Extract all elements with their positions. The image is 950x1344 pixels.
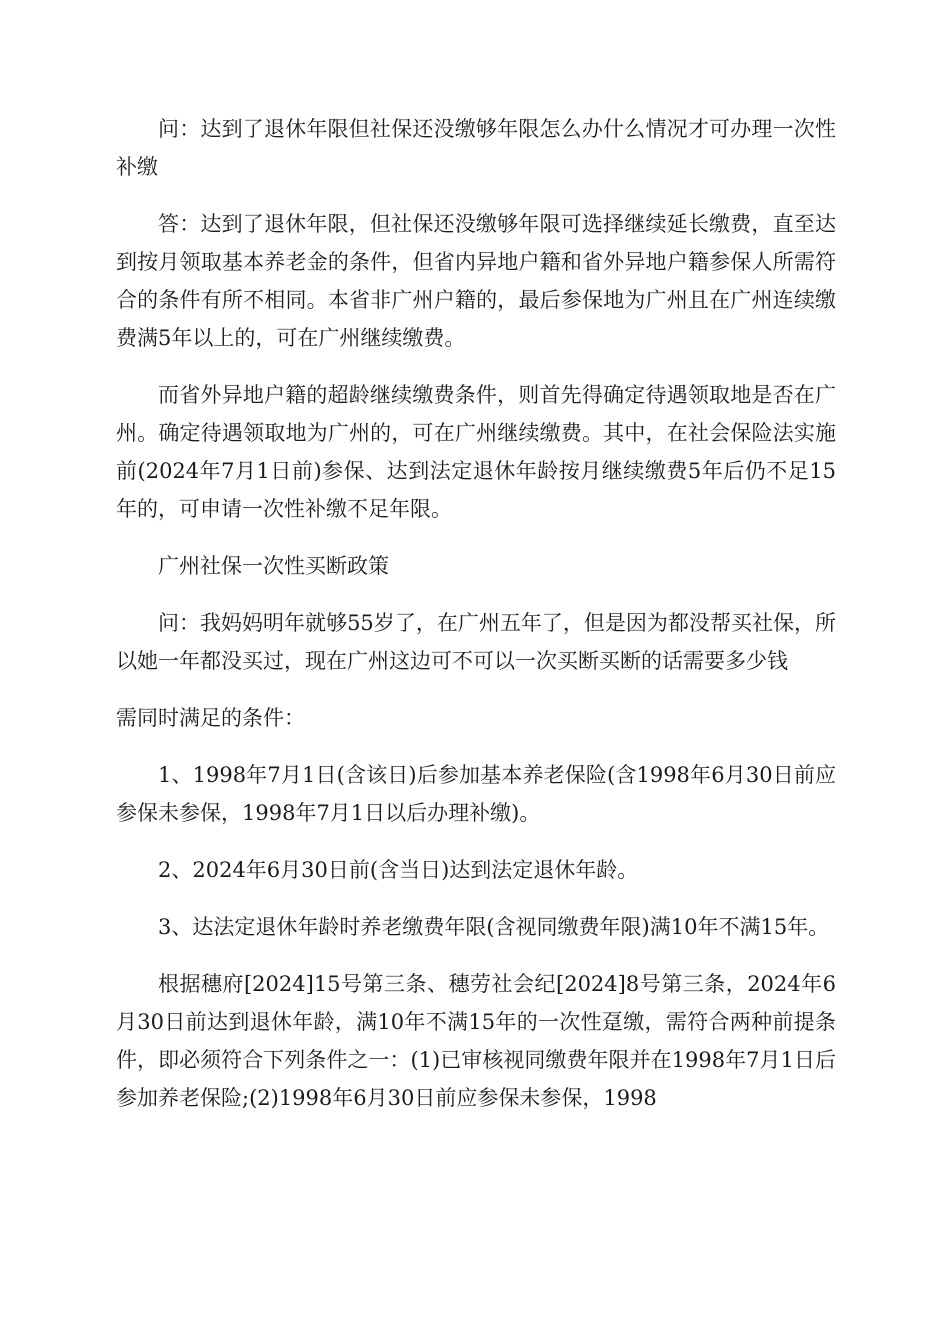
condition-item: 1、1998年7月1日(含该日)后参加基本养老保险(含1998年6月30日前应参保未参保，1998年7月1日以后办理补缴)。 [116, 763, 836, 825]
section-heading: 广州社保一次性买断政策 [158, 554, 389, 578]
condition-item: 3、达法定退休年龄时养老缴费年限(含视同缴费年限)满10年不满15年。 [158, 915, 830, 939]
condition-item: 2、2024年6月30日前(含当日)达到法定退休年龄。 [158, 858, 639, 882]
conditions-intro: 需同时满足的条件： [116, 706, 305, 730]
question-paragraph: 问：达到了退休年限但社保还没缴够年限怎么办什么情况才可办理一次性补缴 [116, 117, 836, 179]
document-body [116, 110, 836, 1136]
question-paragraph: 问：我妈妈明年就够55岁了，在广州五年了，但是因为都没帮买社保，所以她一年都没买过，现在广州这边可不可以一次买断买断的话需要多少钱 [116, 611, 836, 673]
body-paragraph: 根据穗府[2024]15号第三条、穗劳社会纪[2024]8号第三条，2024年6月30日前达到退休年龄，满10年不满15年的一次性趸缴，需符合两种前提条件，即必须符合下列条件之一：(1)已审核视同缴费年限并在1998年7月1日后参加养老保险;(2)1998年6月30日前应参保未参保，1998 [116, 972, 836, 1110]
answer-paragraph: 答：达到了退休年限，但社保还没缴够年限可选择继续延长缴费，直至达到按月领取基本养老金的条件，但省内异地户籍和省外异地户籍参保人所需符合的条件有所不相同。本省非广州户籍的，最后参保地为广州且在广州连续缴费满5年以上的，可在广州继续缴费。 [116, 212, 836, 350]
body-paragraph: 而省外异地户籍的超龄继续缴费条件，则首先得确定待遇领取地是否在广州。确定待遇领取地为广州的，可在广州继续缴费。其中，在社会保险法实施前(2024年7月1日前)参保、达到法定退休年龄按月继续缴费5年后仍不足15年的，可申请一次性补缴不足年限。 [116, 383, 836, 521]
